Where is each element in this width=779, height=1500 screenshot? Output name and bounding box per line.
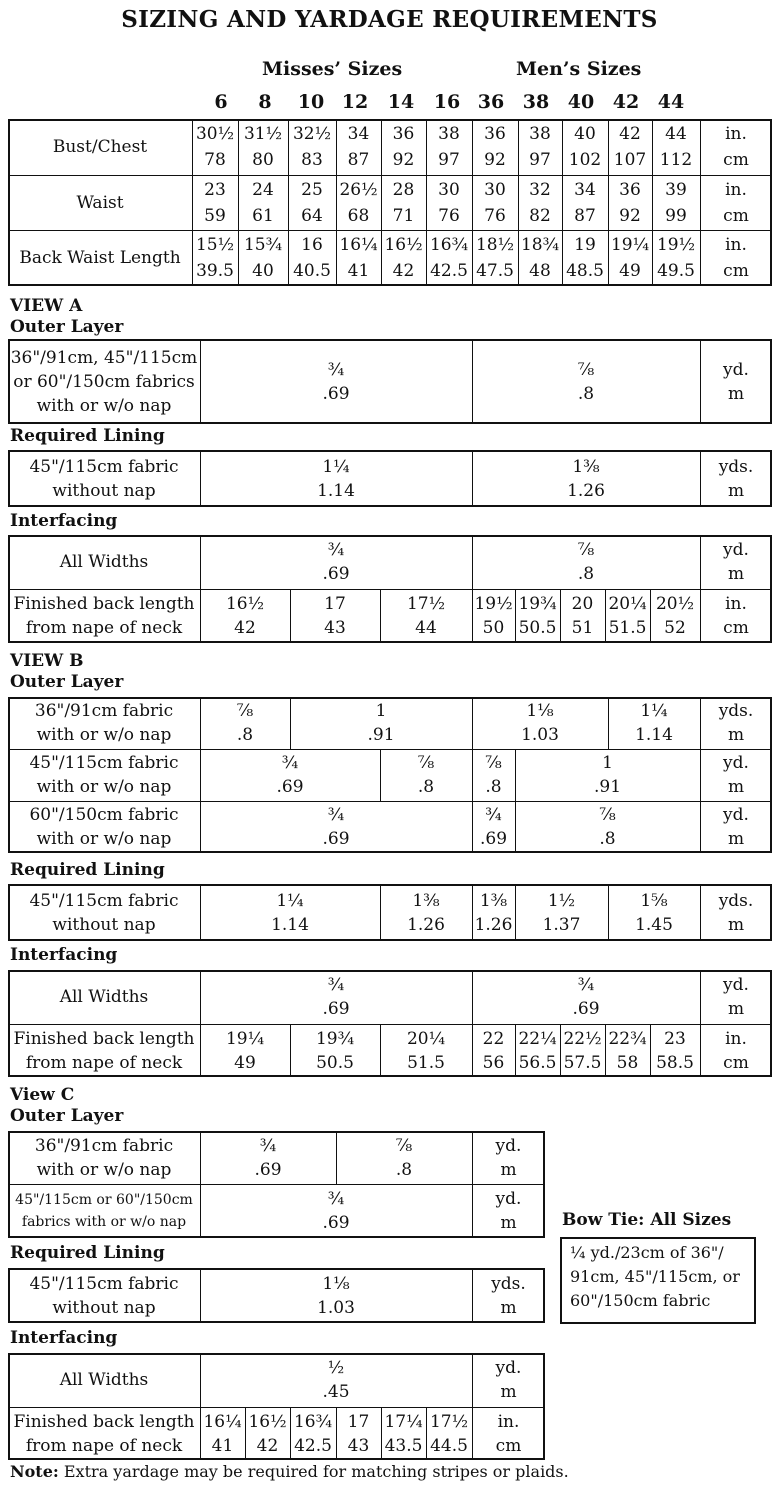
- yardage-cell: ¾ .69: [322, 540, 350, 584]
- measurement-cm: 83: [301, 150, 323, 170]
- size-label: 8: [258, 91, 272, 113]
- finished-length-cell: 20 51: [571, 594, 594, 638]
- measurement-in: 25: [301, 180, 323, 200]
- row-label: Finished back length from nape of neck: [13, 1028, 195, 1073]
- yardage-cell: ¾ .69: [322, 805, 350, 849]
- row-label: All Widths: [59, 552, 149, 572]
- finished-length-cell: 19¾ 50.5: [315, 1028, 355, 1073]
- measurement-cm: 48.5: [566, 261, 604, 281]
- measurement-cm: 80: [252, 150, 274, 170]
- yardage-cell: ¾ .69: [572, 975, 600, 1019]
- size-label: 14: [387, 91, 415, 113]
- size-label: 16: [433, 91, 461, 113]
- finished-length-cell: 16¾ 42.5: [293, 1411, 333, 1456]
- size-label: 42: [612, 91, 640, 113]
- finished-length-cell: 16½ 42: [248, 1411, 287, 1456]
- measurement-in: 19½: [656, 235, 696, 255]
- note-text: Extra yardage may be required for matching stripes or plaids.: [58, 1462, 569, 1481]
- section-heading: Required Lining: [10, 860, 165, 880]
- column-divider: [700, 119, 701, 286]
- yardage-cell: 1 .91: [593, 753, 622, 797]
- bow-tie-text: ¼ yd./23cm of 36"/ 91cm, 45"/115cm, or 60"/150cm fabric: [570, 1243, 740, 1310]
- finished-length-cell: 20¼ 51.5: [406, 1028, 446, 1073]
- measurement-in: 34: [347, 124, 370, 144]
- yardage-cell: 1⅛ 1.03: [521, 701, 559, 745]
- measurement-in: 30: [484, 180, 506, 200]
- measurement-in: 34: [574, 180, 596, 200]
- measurement-cm: 112: [659, 150, 693, 170]
- yardage-cell: 1 .91: [367, 701, 395, 745]
- size-label: 6: [214, 91, 228, 113]
- measurement-in: 19: [574, 235, 596, 255]
- measurement-cm: 61: [252, 206, 274, 226]
- measurement-in: 32½: [292, 124, 332, 144]
- measurement-in: 15¾: [243, 235, 283, 255]
- row-divider: [8, 230, 772, 231]
- finished-length-cell: 16½ 42: [225, 594, 265, 638]
- mens-sizes-heading: Men’s Sizes: [516, 58, 642, 80]
- finished-length-cell: 22¼ 56.5: [518, 1028, 557, 1073]
- section-heading: VIEW A: [10, 296, 83, 316]
- yardage-cell: ⅞ .8: [485, 753, 502, 797]
- measurement-cm: 76: [438, 206, 460, 226]
- measurement-cm: 42.5: [430, 261, 468, 281]
- page-title: SIZING AND YARDAGE REQUIREMENTS: [121, 6, 658, 33]
- section-heading: Interfacing: [10, 945, 118, 965]
- row-label: Back Waist Length: [19, 248, 181, 268]
- unit-cell: yds. m: [491, 1273, 526, 1318]
- yardage-cell: ¾ .69: [479, 805, 508, 849]
- finished-length-cell: 20½ 52: [655, 594, 695, 638]
- yardage-cell: 1¼ 1.14: [317, 456, 355, 501]
- measurement-in: 16½: [384, 235, 423, 255]
- section-heading: Outer Layer: [10, 1106, 124, 1126]
- yardage-cell: ¾ .69: [322, 975, 350, 1019]
- yardage-cell: 1⅜ 1.26: [567, 456, 605, 501]
- yardage-cell: ¾ .69: [322, 1189, 350, 1233]
- measurement-in: 28: [392, 180, 415, 200]
- measurement-cm: 47.5: [476, 261, 514, 281]
- unit-cell: yd. m: [495, 1358, 522, 1402]
- yardage-cell: ⅞ .8: [577, 359, 595, 404]
- section-heading: Outer Layer: [10, 317, 124, 337]
- measurement-cm: 82: [529, 206, 551, 226]
- unit-cell: yd. m: [495, 1189, 522, 1233]
- measurement-cm: 59: [204, 206, 226, 226]
- unit-label: in.: [725, 235, 747, 255]
- measurement-cm: 107: [613, 150, 647, 170]
- size-label: 10: [297, 91, 325, 113]
- row-divider: [8, 749, 772, 750]
- measurement-in: 38: [529, 124, 551, 144]
- row-label: Waist: [76, 192, 124, 213]
- measurement-in: 23: [204, 180, 226, 200]
- measurement-in: 18½: [475, 235, 515, 255]
- measurement-cm: 64: [301, 206, 323, 226]
- row-label: All Widths: [59, 987, 149, 1007]
- measurement-in: 36: [619, 180, 641, 200]
- row-label: 60"/150cm fabric with or w/o nap: [29, 805, 179, 849]
- finished-length-cell: 17½ 44.5: [429, 1411, 469, 1456]
- row-label: Bust/Chest: [52, 137, 148, 157]
- measurement-cm: 42: [392, 261, 415, 281]
- row-label: 45"/115cm or 60"/150cm fabrics with or w/o nap: [15, 1192, 193, 1230]
- yardage-cell: 1½ 1.37: [542, 890, 581, 935]
- size-label: 12: [341, 91, 369, 113]
- measurement-cm: 48: [529, 261, 551, 281]
- measurement-in: 39: [665, 180, 687, 200]
- yardage-cell: 1¼ 1.14: [635, 701, 673, 745]
- yardage-cell: ⅞ .8: [599, 805, 616, 849]
- size-label: 38: [522, 91, 550, 113]
- measurement-in: 44: [665, 124, 687, 144]
- note-label: Note:: [10, 1462, 59, 1481]
- section-heading: View C: [10, 1085, 75, 1105]
- unit-cell: yd. m: [723, 975, 749, 1019]
- measurement-in: 31½: [243, 124, 283, 144]
- finished-length-cell: 19½ 50: [474, 594, 513, 638]
- finished-length-cell: 23 58.5: [656, 1028, 694, 1073]
- row-divider: [8, 1184, 545, 1185]
- yardage-cell: 1⅜ 1.26: [474, 890, 513, 935]
- row-label: 45"/115cm fabric with or w/o nap: [29, 753, 179, 797]
- measurement-cm: 92: [619, 206, 641, 226]
- measurement-in: 16: [301, 235, 323, 255]
- yardage-cell: 1⅜ 1.26: [407, 890, 445, 935]
- finished-length-cell: 17¼ 43.5: [384, 1411, 423, 1456]
- measurement-in: 38: [438, 124, 460, 144]
- unit-label: cm: [723, 261, 749, 281]
- measurement-in: 16¼: [339, 235, 378, 255]
- measurement-cm: 76: [484, 206, 506, 226]
- row-label: 36"/91cm fabric with or w/o nap: [34, 701, 174, 745]
- yardage-cell: 1¼ 1.14: [271, 890, 309, 935]
- row-divider: [8, 1024, 772, 1025]
- finished-length-cell: 22¾ 58: [608, 1028, 647, 1073]
- size-label: 44: [657, 91, 685, 113]
- measurement-cm: 40.5: [293, 261, 331, 281]
- unit-cell: yd. m: [723, 805, 749, 849]
- row-label: 36"/91cm, 45"/115cm or 60"/150cm fabrics with or w/o nap: [10, 347, 198, 416]
- finished-length-cell: 19¾ 50.5: [518, 594, 557, 638]
- unit-cell: in. cm: [723, 1028, 749, 1073]
- measurement-cm: 99: [665, 206, 687, 226]
- row-label: Finished back length from nape of neck: [13, 1411, 195, 1456]
- bow-tie-heading: Bow Tie: All Sizes: [562, 1210, 732, 1230]
- column-divider: [238, 119, 239, 286]
- size-header-row: [0, 91, 779, 117]
- measurement-cm: 102: [568, 150, 602, 170]
- finished-length-cell: 22½ 57.5: [563, 1028, 602, 1073]
- yardage-cell: ⅞ .8: [236, 701, 254, 745]
- measurement-cm: 49.5: [657, 261, 695, 281]
- measurement-cm: 78: [204, 150, 226, 170]
- measurement-cm: 49: [619, 261, 641, 281]
- row-divider: [8, 1407, 545, 1408]
- measurement-cm: 97: [438, 150, 460, 170]
- measurement-cm: 92: [392, 150, 415, 170]
- row-divider: [8, 175, 772, 176]
- finished-length-cell: 22 56: [482, 1028, 505, 1073]
- measurement-in: 26½: [339, 180, 378, 200]
- row-label: 36"/91cm fabric with or w/o nap: [34, 1135, 174, 1180]
- measurement-in: 40: [574, 124, 596, 144]
- measurement-in: 30: [438, 180, 460, 200]
- finished-length-cell: 17½ 44: [406, 594, 446, 638]
- footnote: [10, 1462, 569, 1481]
- yardage-cell: ¾ .69: [276, 753, 304, 797]
- finished-length-cell: 16¼ 41: [203, 1411, 242, 1456]
- size-label: 36: [477, 91, 505, 113]
- unit-label: in.: [725, 180, 747, 200]
- unit-label: in.: [725, 124, 747, 144]
- measurement-in: 30½: [195, 124, 235, 144]
- yardage-cell: 1⅝ 1.45: [635, 890, 673, 935]
- measurement-in: 16¾: [429, 235, 469, 255]
- row-label: All Widths: [59, 1370, 149, 1390]
- section-heading: Required Lining: [10, 426, 165, 446]
- finished-length-cell: 17 43: [324, 594, 346, 638]
- section-heading: VIEW B: [10, 651, 84, 671]
- measurement-in: 24: [252, 180, 274, 200]
- measurement-in: 18¾: [520, 235, 560, 255]
- unit-label: cm: [723, 150, 749, 170]
- section-heading: Interfacing: [10, 511, 118, 531]
- finished-length-cell: 19¼ 49: [225, 1028, 265, 1073]
- measurement-in: 32: [529, 180, 551, 200]
- unit-cell: yds. m: [718, 701, 754, 745]
- measurement-in: 36: [392, 124, 415, 144]
- row-label: 45"/115cm fabric without nap: [29, 456, 179, 501]
- measurement-cm: 71: [392, 206, 415, 226]
- unit-cell: yd. m: [723, 359, 749, 404]
- unit-cell: yd. m: [723, 753, 749, 797]
- yardage-cell: ½ .45: [322, 1358, 350, 1402]
- unit-cell: yds. m: [718, 456, 754, 501]
- row-label: Finished back length from nape of neck: [13, 594, 195, 638]
- section-heading: Required Lining: [10, 1243, 165, 1263]
- measurement-cm: 40: [252, 261, 274, 281]
- measurement-cm: 92: [484, 150, 506, 170]
- measurement-in: 15½: [195, 235, 235, 255]
- yardage-cell: ¾ .69: [254, 1135, 282, 1180]
- yardage-cell: 1⅛ 1.03: [317, 1273, 355, 1318]
- measurement-cm: 87: [574, 206, 596, 226]
- measurement-cm: 39.5: [196, 261, 234, 281]
- finished-length-cell: 20¼ 51.5: [608, 594, 647, 638]
- finished-length-cell: 17 43: [347, 1411, 370, 1456]
- measurement-cm: 97: [529, 150, 551, 170]
- row-label: 45"/115cm fabric without nap: [29, 1273, 179, 1318]
- measurement-cm: 68: [347, 206, 370, 226]
- measurement-in: 42: [619, 124, 641, 144]
- size-label: 40: [567, 91, 595, 113]
- section-heading: Outer Layer: [10, 672, 124, 692]
- measurement-in: 19¼: [610, 235, 650, 255]
- yardage-cell: ⅞ .8: [577, 540, 595, 584]
- yardage-cell: ⅞ .8: [395, 1135, 413, 1180]
- unit-cell: yds. m: [718, 890, 754, 935]
- unit-cell: in. cm: [723, 594, 749, 638]
- measurement-in: 36: [484, 124, 506, 144]
- unit-label: cm: [723, 206, 749, 226]
- unit-cell: yd. m: [723, 540, 749, 584]
- row-divider: [8, 801, 772, 802]
- measurement-cm: 41: [347, 261, 370, 281]
- section-heading: Interfacing: [10, 1328, 118, 1348]
- yardage-cell: ⅞ .8: [417, 753, 435, 797]
- measurement-cm: 87: [347, 150, 370, 170]
- yardage-cell: ¾ .69: [322, 359, 350, 404]
- misses-sizes-heading: Misses’ Sizes: [262, 58, 403, 80]
- row-label: 45"/115cm fabric without nap: [29, 890, 179, 935]
- row-divider: [8, 589, 772, 590]
- unit-cell: yd. m: [495, 1135, 522, 1180]
- unit-cell: in. cm: [495, 1411, 522, 1456]
